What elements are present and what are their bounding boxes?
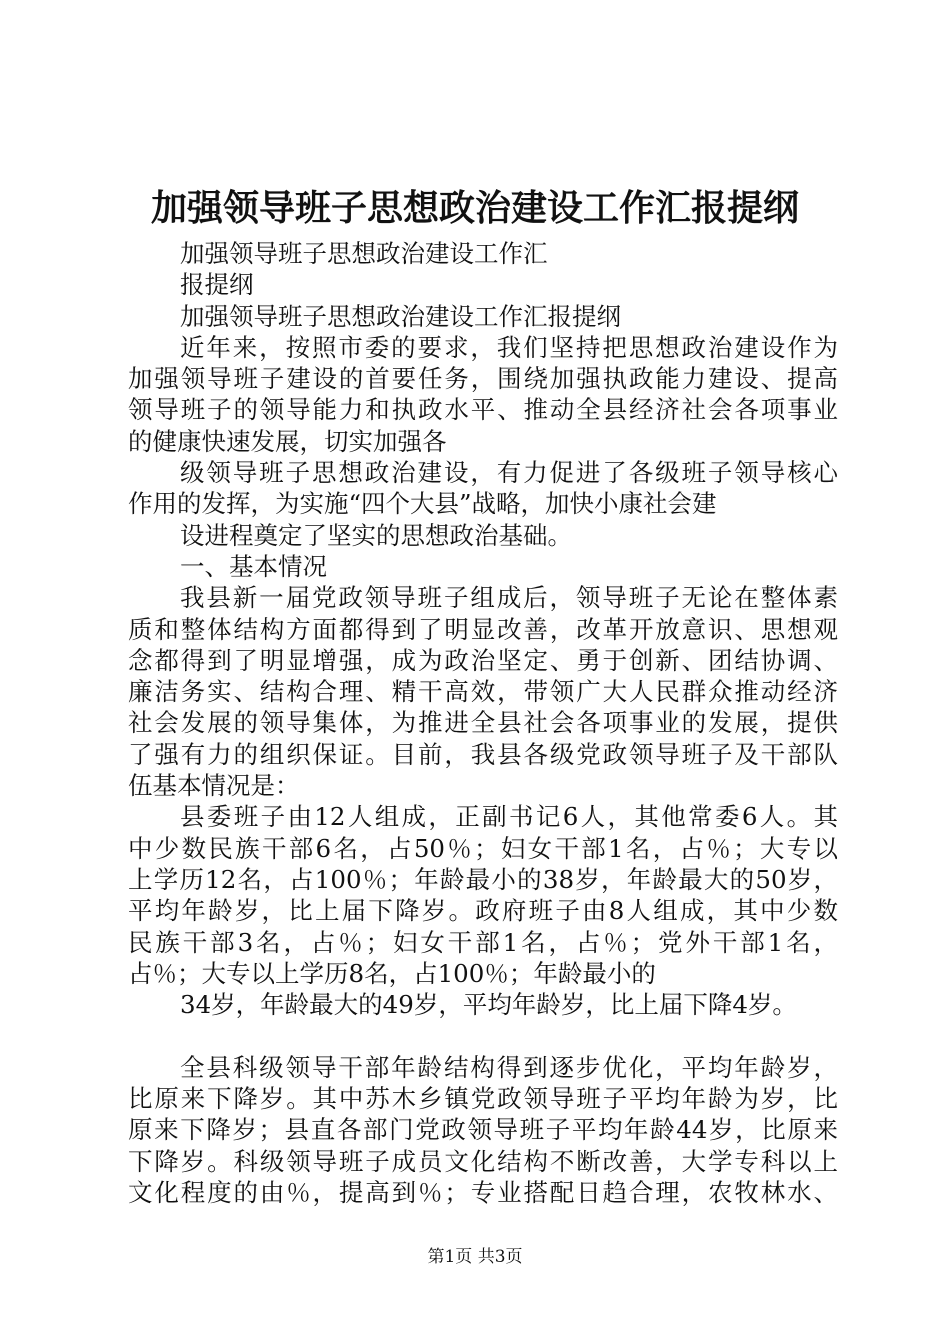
body-line: 文化程度的由％，提高到％；专业搭配日趋合理，农牧林水、 bbox=[128, 1177, 838, 1207]
body-line: 34岁，年龄最大的49岁，平均年龄岁，比上届下降4岁。 bbox=[180, 990, 797, 1020]
document-body bbox=[128, 238, 838, 1208]
body-line: 了强有力的组织保证。目前，我县各级党政领导班子及干部队 bbox=[128, 739, 838, 769]
body-line: 的健康快速发展，切实加强各 bbox=[128, 426, 447, 456]
body-line: 级领导班子思想政治建设，有力促进了各级班子领导核心 bbox=[180, 458, 838, 488]
body-line: 念都得到了明显增强，成为政治坚定、勇于创新、团结协调、 bbox=[128, 645, 838, 675]
body-line: 廉洁务实、结构合理、精干高效，带领广大人民群众推动经济 bbox=[128, 677, 838, 707]
body-line: 中少数民族干部6名，占50％；妇女干部1名，占％；大专以 bbox=[128, 833, 838, 863]
body-line: 平均年龄岁，比上届下降岁。政府班子由8人组成，其中少数 bbox=[128, 896, 838, 926]
body-line: 占％；大专以上学历8名，占100％；年龄最小的 bbox=[128, 958, 656, 988]
paragraph-gap bbox=[128, 1020, 838, 1051]
body-line: 加强领导班子思想政治建设工作汇报提纲 bbox=[180, 301, 621, 331]
body-line: 我县新一届党政领导班子组成后，领导班子无论在整体素 bbox=[180, 583, 838, 613]
body-line: 作用的发挥，为实施“四个大县”战略，加快小康社会建 bbox=[128, 489, 717, 519]
body-line: 原来下降岁；县直各部门党政领导班子平均年龄44岁，比原来 bbox=[128, 1115, 838, 1145]
body-line: 近年来，按照市委的要求，我们坚持把思想政治建设作为 bbox=[180, 332, 838, 362]
document-title: 加强领导班子思想政治建设工作汇报提纲 bbox=[150, 187, 799, 229]
body-line: 加强领导班子建设的首要任务，围绕加强执政能力建设、提高 bbox=[128, 364, 838, 394]
body-line: 民族干部3名，占％；妇女干部1名，占％；党外干部1名， bbox=[128, 927, 838, 957]
body-line: 设进程奠定了坚实的思想政治基础。 bbox=[180, 520, 572, 550]
body-line: 伍基本情况是： bbox=[128, 771, 300, 801]
body-line: 社会发展的领导集体，为推进全县社会各项事业的发展，提供 bbox=[128, 708, 838, 738]
section-heading: 一、基本情况 bbox=[180, 551, 327, 581]
body-line: 比原来下降岁。其中苏木乡镇党政领导班子平均年龄为岁，比 bbox=[128, 1084, 838, 1114]
body-line: 上学历12名，占100％；年龄最小的38岁，年龄最大的50岁， bbox=[128, 864, 838, 894]
body-line: 下降岁。科级领导班子成员文化结构不断改善，大学专科以上 bbox=[128, 1146, 838, 1176]
body-line: 领导班子的领导能力和执政水平、推动全县经济社会各项事业 bbox=[128, 395, 838, 425]
body-line: 报提纲 bbox=[180, 270, 254, 300]
body-line: 全县科级领导干部年龄结构得到逐步优化，平均年龄岁， bbox=[180, 1052, 838, 1082]
body-line: 加强领导班子思想政治建设工作汇 bbox=[180, 239, 548, 268]
body-line: 县委班子由12人组成，正副书记6人，其他常委6人。其 bbox=[180, 802, 838, 832]
page-number: 第1页 共3页 bbox=[427, 1247, 523, 1267]
body-line: 质和整体结构方面都得到了明显改善，改革开放意识、思想观 bbox=[128, 614, 838, 644]
